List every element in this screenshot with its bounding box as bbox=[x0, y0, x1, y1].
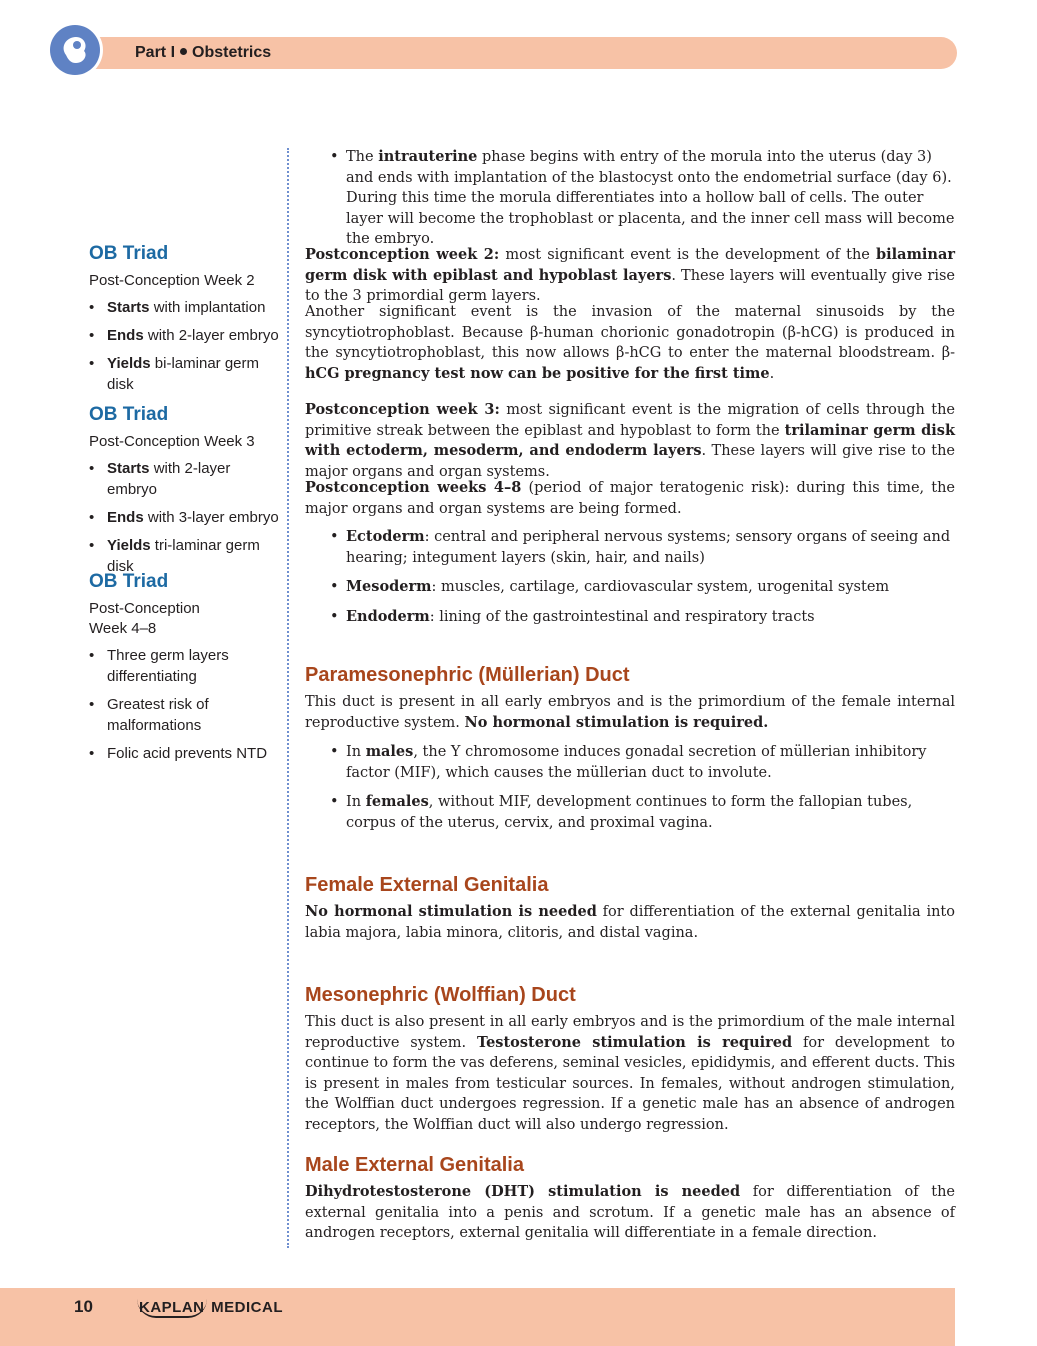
sidebar-title: OB Triad bbox=[89, 243, 169, 264]
sidebar-box-week4-8 bbox=[89, 571, 268, 771]
list-item: • Mesoderm: muscles, cartilage, cardiovascular system, urogenital system bbox=[346, 577, 955, 598]
bullet-dot-icon bbox=[180, 48, 187, 55]
section-heading: Mesonephric (Wolffian) Duct bbox=[305, 984, 576, 1006]
section-heading: Female External Genitalia bbox=[305, 874, 549, 896]
invasion-paragraph: Another significant event is the invasion of the maternal sinusoids by the syncytiotrophoblast. Because β-human chorionic gonadotropin (β-hCG) is produced in the syncytiotrophoblast, this now allows β-hCG to enter the maternal bloodstream. β-hCG pregnancy test now can be positive for the first time. bbox=[305, 304, 955, 382]
sidebar-item: • Ends with 3-layer embryo bbox=[89, 507, 279, 528]
week2-paragraph: Postconception week 2: most significant event is the development of the bilaminar germ disk with epiblast and hypoblast layers. These layers will eventually give rise to the 3 primordial germ layers. bbox=[305, 246, 955, 304]
header-section: Obstetrics bbox=[192, 44, 272, 61]
header-part: Part I bbox=[135, 44, 176, 61]
sidebar-box-week2 bbox=[89, 243, 279, 402]
mesonephric-section: Mesonephric (Wolffian) Duct This duct is also present in all early embryos and is the primordium of the male internal reproductive system. Testosterone stimulation is required for development to continue to form the vas deferens, seminal vesicles, epididymis, and efferent ducts. This is present in males from testicular sources. In females, without androgen stimulation, the Wolffian duct undergoes regression. If a genetic male has an absence of androgen receptors, the Wolffian duct will also undergo regression. bbox=[305, 984, 956, 1133]
section-heading: Male External Genitalia bbox=[305, 1154, 524, 1176]
sidebar-subtitle: Post-Conception Week 3 bbox=[89, 433, 255, 450]
sidebar-item: • Three germ layers differentiating bbox=[89, 645, 239, 687]
sidebar-subtitle-line2: Week 4–8 bbox=[89, 620, 157, 637]
section-heading: Paramesonephric (Müllerian) Duct bbox=[305, 664, 630, 686]
sidebar-item: • Starts with implantation bbox=[89, 297, 279, 318]
embryo-logo-icon bbox=[47, 22, 103, 78]
intrauterine-block bbox=[305, 147, 955, 259]
running-header bbox=[135, 44, 271, 62]
germ-layer-list bbox=[305, 527, 955, 636]
kaplan-medical-logo: KAPLAN MEDICAL bbox=[139, 1299, 283, 1316]
week4-8-paragraph: Postconception weeks 4–8 (period of major teratogenic risk): during this time, the major organs and organ systems are being formed. bbox=[305, 479, 955, 517]
page-number: 10 bbox=[74, 1297, 93, 1316]
sidebar-item: • Yields tri-laminar germ disk bbox=[89, 535, 279, 577]
list-item: • In males, the Y chromosome induces gonadal secretion of müllerian inhibitory factor (MIF), which causes the müllerian duct to involute. bbox=[346, 742, 955, 783]
intrauterine-bullet: • The intrauterine phase begins with entry of the morula into the uterus (day 3) and ends with implantation of the blastocyst onto the endometrial surface (day 6). During this time the morula differentiates into a hollow ball of cells. The outer layer will become the trophoblast or placenta, and the inner cell mass will become the embryo. bbox=[346, 147, 955, 250]
sidebar-subtitle: Post-Conception bbox=[89, 600, 200, 617]
sidebar-item: • Greatest risk of malformations bbox=[89, 694, 239, 736]
list-item: • Endoderm: lining of the gastrointestinal and respiratory tracts bbox=[346, 607, 955, 628]
sidebar-box-week3 bbox=[89, 404, 279, 584]
sidebar-title: OB Triad bbox=[89, 404, 169, 425]
paramesonephric-section: Paramesonephric (Müllerian) Duct This duct is present in all early embryos and is the primordium of the female internal reproductive system. No hormonal stimulation is required. • In males, the Y chromosome induces gonadal secretion of müllerian inhibitory factor (MIF), which causes the müllerian duct to involute. • In females, without MIF, development continues to form the fallopian tubes, corpus of the uterus, cervix, and proximal vagina. bbox=[305, 664, 955, 842]
week3-paragraph: Postconception week 3: most significant event is the migration of cells through the primitive streak between the epiblast and hypoblast to form the trilaminar germ disk with ectoderm, mesoderm, and endoderm layers. These layers will give rise to the major organs and organ systems. bbox=[305, 401, 955, 480]
female-external-section: Female External Genitalia No hormonal stimulation is needed for differentiation of the external genitalia into labia majora, labia minora, clitoris, and distal vagina. bbox=[305, 874, 955, 941]
male-external-section: Male External Genitalia Dihydrotestosterone (DHT) stimulation is needed for differentiation of the external genitalia into a penis and scrotum. If a genetic male has an absence of androgen receptors, external genitalia will differentiate in a female direction. bbox=[305, 1154, 956, 1241]
sidebar-title: OB Triad bbox=[89, 571, 169, 592]
sidebar-item: • Ends with 2-layer embryo bbox=[89, 325, 279, 346]
column-divider bbox=[287, 148, 289, 1248]
sidebar-item: • Starts with 2-layer embryo bbox=[89, 458, 279, 500]
list-item: • In females, without MIF, development continues to form the fallopian tubes, corpus of the uterus, cervix, and proximal vagina. bbox=[346, 792, 955, 833]
sidebar-subtitle: Post-Conception Week 2 bbox=[89, 272, 255, 289]
sidebar-item: • Folic acid prevents NTD bbox=[89, 743, 239, 764]
list-item: • Ectoderm: central and peripheral nervous systems; sensory organs of seeing and hearing; integument layers (skin, hair, and nails) bbox=[346, 527, 955, 568]
sidebar-item: • Yields bi-laminar germ disk bbox=[89, 353, 279, 395]
